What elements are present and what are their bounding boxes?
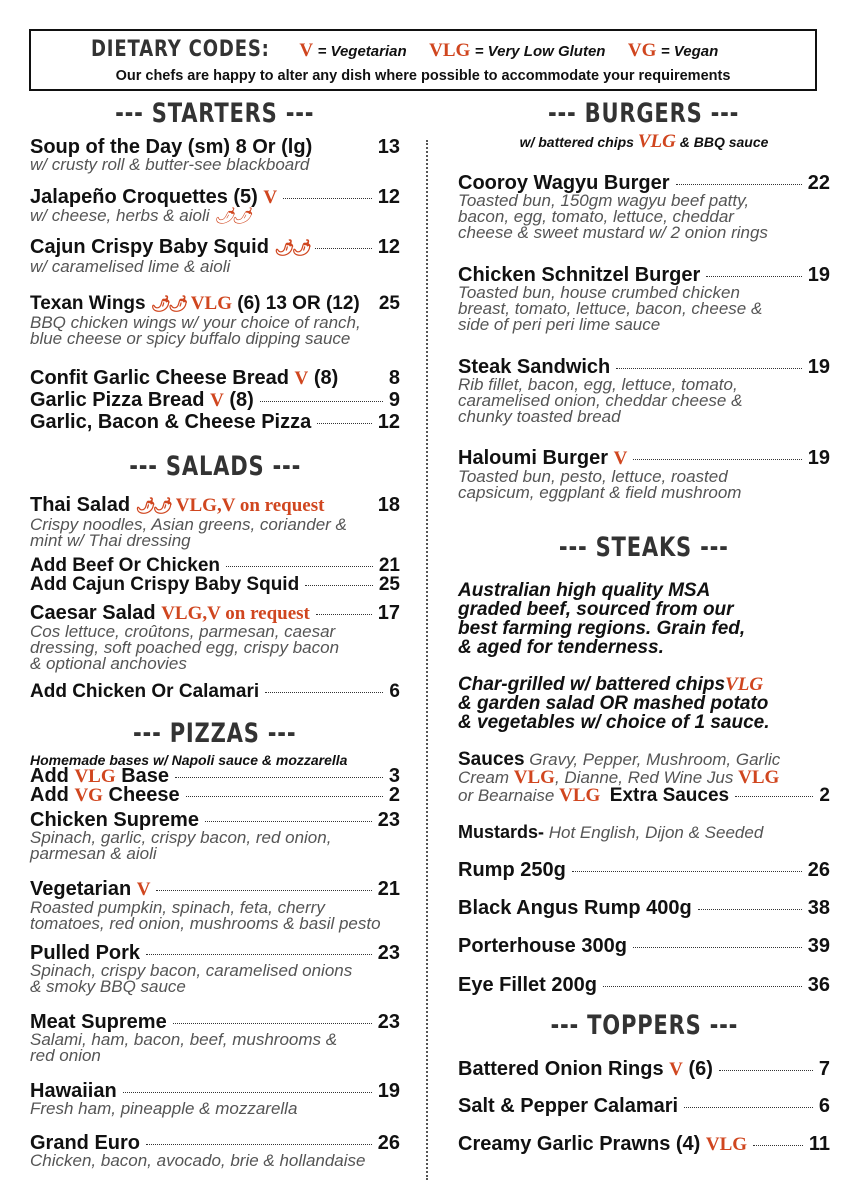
item-desc: w/ crusty roll & butter-see blackboard	[30, 155, 310, 174]
item-name-suffix: Base	[121, 765, 170, 787]
diet-tag: VLG	[725, 674, 764, 695]
burgers-subtitle	[458, 131, 830, 153]
steaks-intro	[458, 581, 830, 657]
steaks-chargrill-note	[458, 675, 830, 732]
menu-item-thai-salad	[30, 494, 400, 550]
item-desc: tomatoes, red onion, mushrooms & basil pesto	[30, 914, 381, 933]
item-desc: parmesan & aioli	[30, 844, 157, 863]
item-name: Vegetarian	[30, 878, 132, 900]
dietary-desc-vlg: = Very Low Gluten	[474, 43, 606, 60]
item-name: Creamy Garlic Prawns (4)	[458, 1133, 701, 1155]
item-desc: mint w/ Thai dressing	[30, 531, 191, 550]
item-price: 3	[388, 765, 400, 787]
item-name: Thai Salad	[30, 494, 131, 516]
diet-tag: VLG	[705, 1134, 748, 1155]
item-price: 22	[807, 172, 830, 194]
item-price: 2	[819, 785, 830, 806]
burgers-heading: --- BURGERS ---	[548, 98, 740, 129]
menu-item-chicken-supreme	[30, 809, 400, 863]
item-name: Black Angus Rump 400g	[458, 897, 692, 919]
right-column	[458, 0, 830, 1200]
item-price: 9	[388, 389, 400, 411]
pizzas-heading: --- PIZZAS ---	[133, 718, 297, 749]
item-options: (6)	[688, 1058, 713, 1080]
menu-item-haloumi-burger	[458, 447, 830, 502]
item-desc: Toasted bun, 150gm wagyu beef patty,	[458, 191, 750, 210]
item-name-suffix: Cheese	[108, 784, 180, 806]
menu-item-squid	[30, 236, 400, 276]
dietary-code-vg: VG	[627, 40, 657, 61]
item-desc: Roasted pumpkin, spinach, feta, cherry	[30, 898, 325, 917]
steaks-intro-line: & aged for tenderness.	[458, 637, 664, 658]
item-name: Salt & Pepper Calamari	[458, 1095, 679, 1117]
item-desc: dressing, soft poached egg, crispy bacon	[30, 638, 340, 657]
steaks-intro-line: Australian high quality MSA	[458, 580, 711, 601]
item-options: (6) 13 OR (12)	[237, 293, 360, 314]
menu-item-pulled-pork	[30, 942, 400, 996]
menu-item-meat-supreme	[30, 1011, 400, 1065]
item-price: 19	[807, 264, 830, 286]
item-price: 19	[807, 447, 830, 469]
item-name: Confit Garlic Cheese Bread	[30, 367, 289, 389]
item-desc: & smoky BBQ sauce	[30, 977, 186, 996]
item-name: Jalapeño Croquettes (5)	[30, 186, 258, 208]
item-price: 19	[807, 356, 830, 378]
item-desc: caramelised onion, cheddar cheese &	[458, 391, 743, 410]
item-price: 23	[377, 1011, 400, 1033]
item-name: Grand Euro	[30, 1132, 141, 1154]
item-price: 6	[389, 681, 400, 702]
item-price: 18	[377, 494, 400, 516]
menu-item-wings	[30, 293, 400, 348]
item-desc: chunky toasted bread	[458, 407, 621, 426]
menu-item-rump	[458, 859, 830, 881]
item-name: Rump 250g	[458, 859, 566, 881]
item-desc: Spinach, garlic, crispy bacon, red onion,	[30, 828, 332, 847]
menu-item-eye-fillet	[458, 974, 830, 996]
left-column	[30, 0, 400, 1200]
mustards-list: Hot English, Dijon & Seeded	[548, 823, 764, 842]
menu-item-hawaiian	[30, 1080, 400, 1118]
item-desc: BBQ chicken wings w/ your choice of ranch,	[30, 313, 361, 332]
item-desc: Toasted bun, house crumbed chicken	[458, 283, 740, 302]
diet-tag: VLG	[513, 767, 555, 788]
item-price: 36	[807, 974, 830, 996]
item-options: (8)	[229, 389, 254, 411]
item-name: Add Beef Or Chicken	[30, 555, 221, 576]
item-options: (8)	[313, 367, 339, 389]
menu-item-confit	[30, 367, 400, 390]
item-price: 13	[377, 136, 400, 158]
item-desc: w/ caramelised lime & aioli	[30, 257, 231, 276]
sauces-label: Sauces	[458, 749, 525, 770]
item-price: 12	[377, 186, 400, 208]
dietary-code-vlg: VLG	[429, 40, 471, 61]
item-price: 25	[378, 293, 400, 314]
item-name: Add Cajun Crispy Baby Squid	[30, 574, 300, 595]
dietary-desc-v: = Vegetarian	[317, 43, 407, 60]
item-name: Cooroy Wagyu Burger	[458, 172, 670, 194]
item-desc: bacon, egg, tomato, lettuce, cheddar	[458, 207, 734, 226]
menu-item-wagyu-burger	[458, 172, 830, 242]
item-desc: red onion	[30, 1046, 101, 1065]
menu-item-schnitzel-burger	[458, 264, 830, 334]
sauces-list: Gravy, Pepper, Mushroom, Garlic	[529, 750, 781, 769]
item-desc: blue cheese or spicy buffalo dipping sauce	[30, 329, 351, 348]
item-desc: Salami, ham, bacon, beef, mushrooms &	[30, 1030, 338, 1049]
diet-tag: VG	[74, 785, 103, 806]
item-price: 26	[807, 859, 830, 881]
item-name: Add	[30, 765, 69, 787]
item-desc: side of peri peri lime sauce	[458, 315, 661, 334]
item-price: 11	[808, 1133, 830, 1155]
column-divider	[426, 140, 428, 1180]
menu-item-caesar-salad	[30, 602, 400, 673]
salads-heading: --- SALADS ---	[129, 451, 301, 482]
item-name: Eye Fillet 200g	[458, 974, 597, 996]
burgers-sub-text: w/ battered chips	[519, 134, 634, 150]
pizzas-subtitle: Homemade bases w/ Napoli sauce & mozzarella	[30, 752, 348, 768]
steaks-sauces	[458, 751, 830, 805]
item-name: Caesar Salad	[30, 602, 156, 624]
dietary-code-v: V	[299, 40, 314, 61]
diet-tag: V	[669, 1059, 683, 1080]
item-name: Cajun Crispy Baby Squid	[30, 236, 269, 258]
menu-item-black-angus	[458, 897, 830, 919]
burgers-sub-text: & BBQ sauce	[679, 134, 769, 150]
item-price: 17	[377, 602, 400, 624]
menu-item-add-chicken	[30, 681, 400, 703]
item-desc: capsicum, eggplant & field mushroom	[458, 483, 742, 502]
menu-item-grand-euro	[30, 1132, 400, 1170]
item-desc: cheese & sweet mustard w/ 2 onion rings	[458, 223, 768, 242]
sauces-list: Cream	[458, 768, 510, 787]
diet-tag: V	[263, 187, 278, 208]
diet-tag: VLG	[559, 785, 601, 806]
dietary-note: Our chefs are happy to alter any dish where possible to accommodate your requirements	[115, 68, 731, 84]
chili-pepper-icon: 🌶🌶	[274, 240, 310, 257]
item-price: 21	[377, 878, 400, 900]
item-desc: Cos lettuce, croûtons, parmesan, caesar	[30, 622, 336, 641]
item-price: 26	[377, 1132, 400, 1154]
diet-tag: V	[136, 879, 151, 900]
menu-item-jalapeno	[30, 186, 400, 226]
diet-tag: V	[210, 390, 224, 411]
item-desc: Toasted bun, pesto, lettuce, roasted	[458, 467, 728, 486]
chili-pepper-icon: 🌶🌶	[150, 296, 186, 313]
item-price: 12	[377, 411, 400, 433]
item-price: 12	[377, 236, 400, 258]
item-name: Hawaiian	[30, 1080, 117, 1102]
item-name: Meat Supreme	[30, 1011, 167, 1033]
item-price: 7	[818, 1058, 830, 1080]
diet-tag: VLG,V on request	[175, 495, 325, 516]
item-price: 23	[377, 809, 400, 831]
menu-item-onion-rings	[458, 1058, 830, 1081]
menu-item-bacon-pizza	[30, 411, 400, 433]
item-desc: w/ cheese, herbs & aioli	[30, 206, 210, 225]
diet-tag: V	[294, 368, 309, 389]
item-name: Porterhouse 300g	[458, 935, 627, 957]
menu-item-soup	[30, 136, 400, 174]
sauces-list: , Dianne, Red Wine Jus	[554, 768, 734, 787]
item-name: Battered Onion Rings	[458, 1058, 664, 1080]
menu-item-prawns	[458, 1133, 830, 1156]
item-desc: Chicken, bacon, avocado, brie & hollandaise	[30, 1151, 366, 1170]
item-desc: Fresh ham, pineapple & mozzarella	[30, 1099, 298, 1118]
extra-sauces-label: Extra Sauces	[609, 785, 730, 806]
steaks-heading: --- STEAKS ---	[559, 532, 729, 563]
chargrill-line: & vegetables w/ choice of 1 sauce.	[458, 712, 770, 733]
diet-tag: VLG	[74, 766, 116, 787]
chili-pepper-icon: 🌶🌶	[135, 498, 171, 515]
chargrill-line: & garden salad OR mashed potato	[458, 693, 769, 714]
dietary-title: DIETARY CODES:	[91, 37, 270, 62]
menu-item-add-squid	[30, 574, 400, 596]
steaks-mustards	[458, 823, 830, 842]
item-name: Garlic, Bacon & Cheese Pizza	[30, 411, 312, 433]
item-desc: Spinach, crispy bacon, caramelised onions	[30, 961, 353, 980]
item-name: Chicken Schnitzel Burger	[458, 264, 701, 286]
item-price: 6	[818, 1095, 830, 1117]
menu-item-pizza-bread	[30, 389, 400, 412]
item-name: Chicken Supreme	[30, 809, 199, 831]
dietary-desc-vg: = Vegan	[660, 43, 719, 60]
toppers-heading: --- TOPPERS ---	[550, 1010, 738, 1041]
item-name: Garlic Pizza Bread	[30, 389, 205, 411]
item-name: Steak Sandwich	[458, 356, 611, 378]
diet-tag: VLG	[637, 131, 676, 152]
item-name: Pulled Pork	[30, 942, 141, 964]
chargrill-line: Char-grilled w/ battered chips	[458, 674, 726, 695]
diet-tag: V	[613, 448, 628, 469]
item-price: 39	[807, 935, 830, 957]
diet-tag: VLG	[190, 293, 232, 314]
item-name: Add	[30, 784, 69, 806]
menu-item-add-cheese	[30, 784, 400, 807]
starters-heading: --- STARTERS ---	[115, 98, 315, 129]
item-desc: breast, tomato, lettuce, bacon, cheese &	[458, 299, 763, 318]
diet-tag: VLG	[738, 767, 780, 788]
menu-item-porterhouse	[458, 935, 830, 957]
item-price: 8	[388, 367, 400, 389]
steaks-intro-line: best farming regions. Grain fed,	[458, 618, 746, 639]
item-price: 23	[377, 942, 400, 964]
diet-tag: VLG,V on request	[161, 603, 310, 624]
item-price: 38	[807, 897, 830, 919]
chili-pepper-icon: 🌶🌶	[214, 208, 249, 225]
item-price: 19	[377, 1080, 400, 1102]
item-price: 25	[378, 574, 400, 595]
item-name: Add Chicken Or Calamari	[30, 681, 260, 702]
item-desc: Crispy noodles, Asian greens, coriander &	[30, 515, 347, 534]
item-price: 21	[378, 555, 400, 576]
item-name: Texan Wings	[30, 293, 146, 314]
menu-item-vegetarian	[30, 878, 400, 933]
item-desc: & optional anchovies	[30, 654, 187, 673]
menu-item-steak-sandwich	[458, 356, 830, 426]
steaks-intro-line: graded beef, sourced from our	[458, 599, 734, 620]
item-price: 2	[388, 784, 400, 806]
item-name: Soup of the Day (sm) 8 Or (lg)	[30, 136, 313, 158]
item-desc: Rib fillet, bacon, egg, lettuce, tomato,	[458, 375, 738, 394]
mustards-label: Mustards-	[458, 822, 545, 842]
item-name: Haloumi Burger	[458, 447, 609, 469]
menu-item-calamari	[458, 1095, 830, 1117]
sauces-list: or Bearnaise	[458, 786, 555, 805]
